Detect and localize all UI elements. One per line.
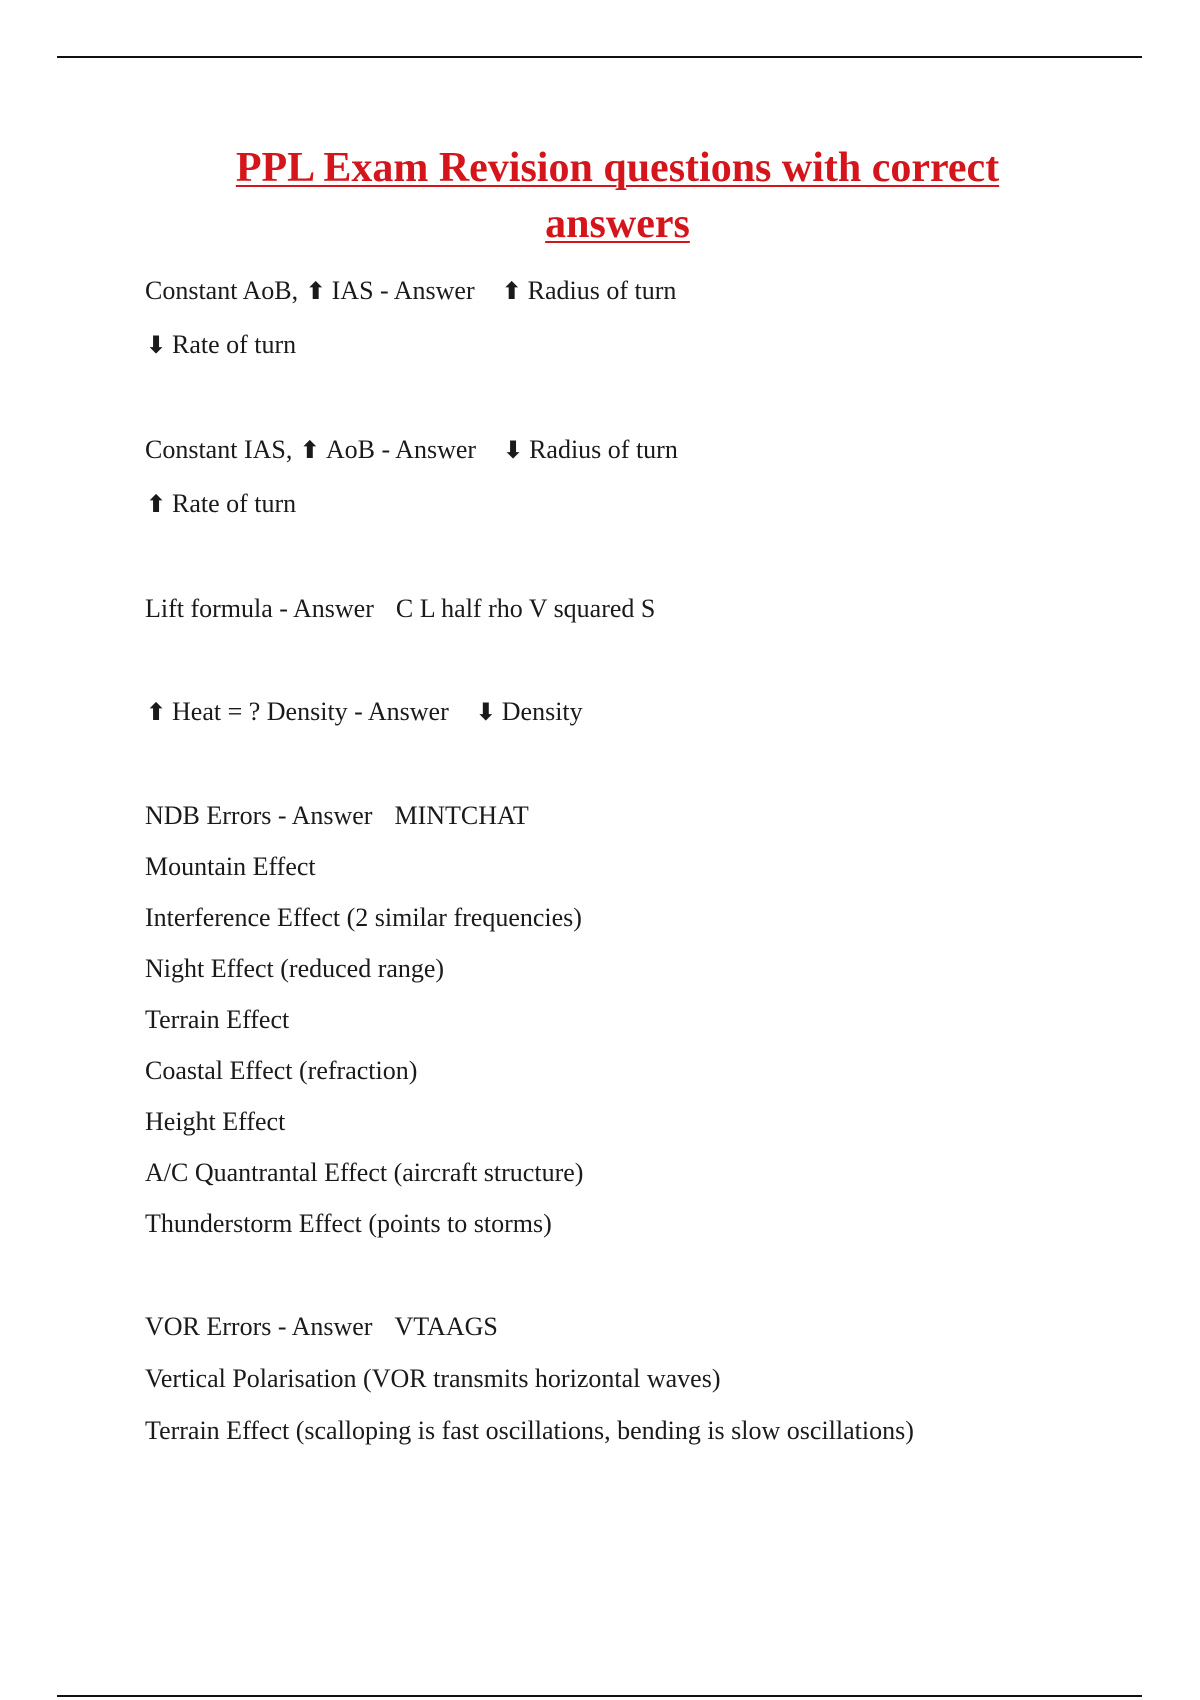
arrow-up-icon: ⬆	[145, 490, 167, 518]
list-item: Thunderstorm Effect (points to storms)	[145, 1209, 552, 1238]
qa-2-answer-a: Radius of turn	[529, 435, 678, 464]
list-item: Terrain Effect (scalloping is fast oscillations, bending is slow oscillations)	[145, 1416, 914, 1445]
list-item: Height Effect	[145, 1107, 286, 1136]
qa-3: Lift formula - Answer C L half rho V squared S	[145, 594, 656, 623]
list-item: Terrain Effect	[145, 1005, 290, 1034]
page-title	[190, 140, 1045, 252]
list-item: Night Effect (reduced range)	[145, 954, 445, 983]
qa-1-answer-b: Rate of turn	[172, 330, 297, 359]
arrow-up-icon: ⬆	[501, 277, 522, 305]
list-item: Coastal Effect (refraction)	[145, 1056, 418, 1085]
list-item: Mountain Effect	[145, 852, 316, 881]
qa-1-question: Constant AoB, ⬆ IAS - Answer ⬆ Radius of turn	[145, 276, 677, 305]
qa-3-answer: C L half rho V squared S	[395, 594, 656, 623]
qa-4: ⬆ Heat = ? Density - Answer ⬇ Density	[145, 697, 583, 726]
qa-1-answer	[145, 330, 296, 360]
arrow-up-icon: ⬆	[145, 698, 167, 726]
qa-2-answer	[145, 489, 296, 519]
qa-5-answer: MINTCHAT	[394, 801, 529, 830]
qa-1-answer-a: Radius of turn	[527, 276, 677, 305]
qa-5: NDB Errors - Answer MINTCHAT	[145, 801, 529, 830]
qa-6-answer: VTAAGS	[394, 1312, 498, 1341]
list-item: Interference Effect (2 similar frequencies)	[145, 903, 582, 932]
arrow-down-icon: ⬇	[475, 698, 496, 726]
arrow-up-icon: ⬆	[305, 277, 326, 305]
title-line-2: answers	[545, 201, 690, 247]
list-item: Vertical Polarisation (VOR transmits horizontal waves)	[145, 1364, 721, 1393]
qa-2-question: Constant IAS, ⬆ AoB - Answer ⬇ Radius of turn	[145, 435, 678, 464]
header-rule	[57, 56, 1142, 58]
arrow-up-icon: ⬆	[299, 436, 320, 464]
list-item: A/C Quantrantal Effect (aircraft structure)	[145, 1158, 584, 1187]
qa-4-answer: Density	[501, 697, 583, 726]
qa-2-answer-b: Rate of turn	[172, 489, 297, 518]
title-line-1: PPL Exam Revision questions with correct	[235, 145, 1000, 191]
arrow-down-icon: ⬇	[503, 436, 524, 464]
footer-rule	[57, 1695, 1142, 1697]
arrow-down-icon: ⬇	[145, 331, 167, 359]
qa-6: VOR Errors - Answer VTAAGS	[145, 1312, 498, 1341]
